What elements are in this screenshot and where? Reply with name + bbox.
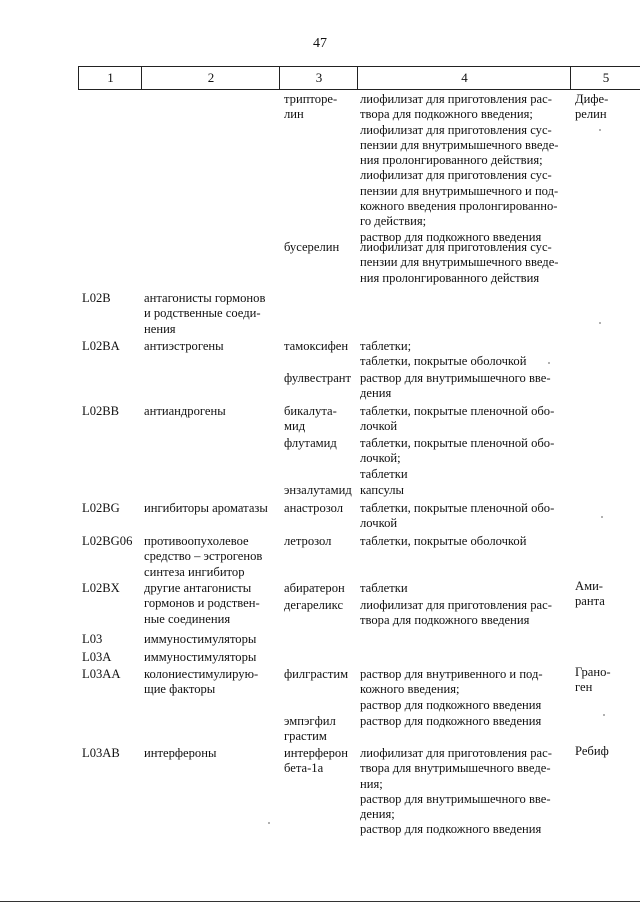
dosage-forms-anastrozole: таблетки, покрытые пленочной обо- лочкой [360,501,555,531]
scan-speck [601,516,603,518]
drug-name-anastrozole: анастрозол [284,501,344,515]
header-col-2: 2 [141,66,280,90]
dosage-forms-empegfilgrastim: раствор для подкожного введения [360,714,542,728]
page-bottom-rule [0,901,640,902]
atc-code-l03: L03 [82,632,103,646]
atc-code-l02bg: L02BG [82,501,120,515]
header-col-1: 1 [78,66,142,90]
drug-name-degarelix: дегареликс [284,598,344,612]
dosage-forms-enzalutamide: капсулы [360,483,405,497]
atc-group-l02b: антагонисты гормонов и родственные соеди- нения [144,291,266,336]
dosage-forms-buserelin: лиофилизат для приготовления сус- пензии для внутримышечного введе- ния пролонгированного действия [360,240,559,285]
atc-code-l02bx: L02BX [82,581,120,595]
dosage-forms-bicalutamide: таблетки, покрытые пленочной обо- лочкой [360,404,555,434]
brand-interferon-beta-1a: Ребиф [575,744,609,758]
dosage-forms-interferon-beta-1a: лиофилизат для приготовления рас- твора для внутримышечного введе- ния; раствор для внутримышечного вве- дения; раствор для подкожного введения [360,746,552,837]
header-col-5: 5 [570,66,640,90]
drug-name-abiraterone: абиратерон [284,581,345,595]
dosage-forms-letrozole: таблетки, покрытые оболочкой [360,534,527,548]
drug-name-flutamide: флутамид [284,436,337,450]
header-col-3: 3 [279,66,358,90]
dosage-forms-flutamide: таблетки, покрытые пленочной обо- лочкой; таблетки [360,436,555,481]
dosage-forms-abiraterone: таблетки [360,581,408,595]
drug-name-interferon-beta-1a: интерферон бета-1а [284,746,348,776]
brand-filgrastim: Грано- ген [575,665,611,695]
scan-speck [603,714,605,716]
drug-name-tamoxifen: тамоксифен [284,339,349,353]
drug-name-filgrastim: филграстим [284,667,349,681]
scan-speck [268,822,270,824]
atc-group-l02bb: антиандрогены [144,404,226,418]
atc-group-l02bg: ингибиторы ароматазы [144,501,268,515]
atc-code-l02bb: L02BB [82,404,120,418]
atc-group-l02bg06: противоопухолевое средство – эстрогенов синтеза ингибитор [144,534,263,579]
dosage-forms-tamoxifen: таблетки; таблетки, покрытые оболочкой [360,339,527,369]
dosage-forms-fulvestrant: раствор для внутримышечного вве- дения [360,371,551,401]
atc-group-l03a: иммуностимуляторы [144,650,257,664]
dosage-forms-triptorelin: лиофилизат для приготовления рас- твора для подкожного введения; лиофилизат для приготовления сус- пензии для внутримышечного введе- ния пролонгированного действия; лиофилизат для приготовления сус- пензии для внутримышечного и под- кожного введения пролонгированно- го действия; раствор для подкожного введения [360,92,559,244]
brand-triptorelin: Дифе- релин [575,92,609,122]
atc-group-l03ab: интерфероны [144,746,217,760]
drug-name-empegfilgrastim: эмпэгфил грастим [284,714,336,744]
drug-name-bicalutamide: бикалута- мид [284,404,337,434]
atc-group-l02bx: другие антагонисты гормонов и родствен- ные соединения [144,581,260,626]
drug-name-triptorelin: трипторе- лин [284,92,338,122]
atc-group-l03aa: колониестимулирую- щие факторы [144,667,259,697]
atc-code-l03ab: L03AB [82,746,120,760]
scan-speck [548,362,550,364]
atc-code-l03a: L03A [82,650,112,664]
header-col-4: 4 [357,66,571,90]
dosage-forms-degarelix: лиофилизат для приготовления рас- твора для подкожного введения [360,598,552,628]
atc-group-l02ba: антиэстрогены [144,339,224,353]
drug-name-enzalutamide: энзалутамид [284,483,352,497]
atc-group-l03: иммуностимуляторы [144,632,257,646]
table-header [78,66,640,88]
atc-code-l02bg06: L02BG06 [82,534,133,548]
page-number: 47 [313,36,327,51]
atc-code-l02b: L02B [82,291,111,305]
drug-name-letrozole: летрозол [284,534,332,548]
dosage-forms-filgrastim: раствор для внутривенного и под- кожного введения; раствор для подкожного введения [360,667,543,712]
drug-name-fulvestrant: фулвестрант [284,371,352,385]
atc-code-l03aa: L03AA [82,667,121,681]
drug-name-buserelin: бусерелин [284,240,340,254]
scan-speck [599,322,601,324]
brand-abiraterone: Ами- ранта [575,579,605,609]
atc-code-l02ba: L02BA [82,339,120,353]
scan-speck [599,129,601,131]
